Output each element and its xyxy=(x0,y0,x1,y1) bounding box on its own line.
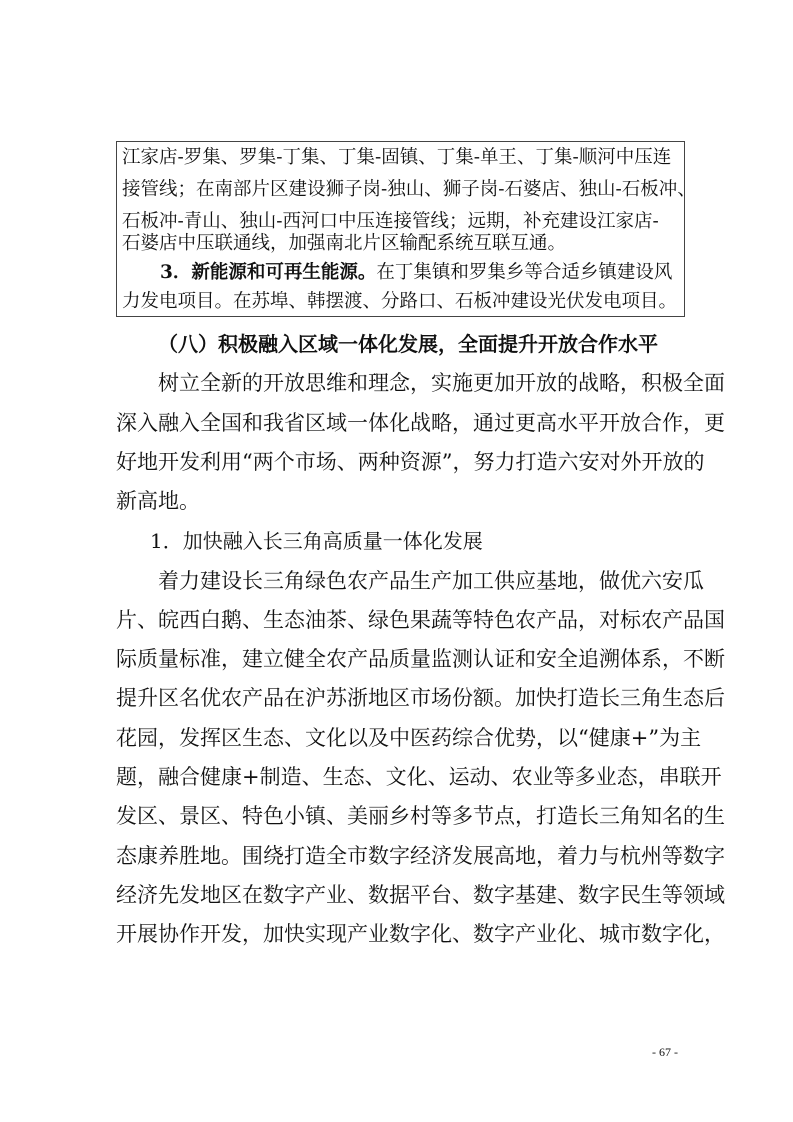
para-line-8: 态康养胜地。围绕打造全市数字经济发展高地，着力与杭州等数字 xyxy=(116,844,725,868)
para-line-5: 花园，发挥区生态、文化以及中医药综合优势，以“健康+”为主 xyxy=(116,726,702,750)
para-line-9: 经济先发地区在数字产业、数据平台、数字基建、数字民生等领域 xyxy=(116,883,725,907)
intro-line-4: 新高地。 xyxy=(116,489,200,513)
item-3-text: 在丁集镇和罗集乡等合适乡镇建设风 xyxy=(376,262,673,283)
box-line-2: 接管线；在南部片区建设狮子岗-独山、狮子岗-石婆店、独山-石板冲、 xyxy=(122,179,696,200)
box-line-3: 石板冲-青山、独山-西河口中压连接管线；远期，补充建设江家店- xyxy=(122,211,659,232)
intro-line-2: 深入融入全国和我省区域一体化战略，通过更高水平开放合作，更 xyxy=(116,411,725,435)
section-heading: （八）积极融入区域一体化发展，全面提升开放合作水平 xyxy=(158,332,658,356)
para-line-6: 题，融合健康+制造、生态、文化、运动、农业等多业态，串联开 xyxy=(116,765,722,789)
para-line-7: 发区、景区、特色小镇、美丽乡村等多节点，打造长三角知名的生 xyxy=(116,804,725,828)
box-line-4: 石婆店中压联通线，加强南北片区输配系统互联互通。 xyxy=(122,233,567,254)
para-line-10: 开展协作开发，加快实现产业数字化、数字产业化、城市数字化， xyxy=(116,922,725,946)
box-item-3-line-1 xyxy=(160,261,672,285)
page-number: - 67 - xyxy=(652,1045,678,1059)
para-line-1: 着力建设长三角绿色农产品生产加工供应基地，做优六安瓜 xyxy=(158,569,704,593)
box-line-1: 江家店-罗集、罗集-丁集、丁集-固镇、丁集-单王、丁集-顺河中压连 xyxy=(122,147,672,168)
item-3-label: 3．新能源和可再生能源。 xyxy=(160,262,377,283)
intro-line-1: 树立全新的开放思维和理念，实施更加开放的战略，积极全面 xyxy=(158,371,725,395)
subheading: 1．加快融入长三角高质量一体化发展 xyxy=(150,529,483,553)
para-line-4: 提升区名优农产品在沪苏浙地区市场份额。加快打造长三角生态后 xyxy=(116,686,725,710)
box-item-3-line-2: 力发电项目。在苏埠、韩摆渡、分路口、石板冲建设光伏发电项目。 xyxy=(122,291,678,312)
intro-line-3: 好地开发利用“两个市场、两种资源”，努力打造六安对外开放的 xyxy=(116,450,705,474)
para-line-3: 际质量标准，建立健全农产品质量监测认证和安全追溯体系，不断 xyxy=(116,647,725,671)
para-line-2: 片、皖西白鹅、生态油茶、绿色果蔬等特色农产品，对标农产品国 xyxy=(116,608,725,632)
